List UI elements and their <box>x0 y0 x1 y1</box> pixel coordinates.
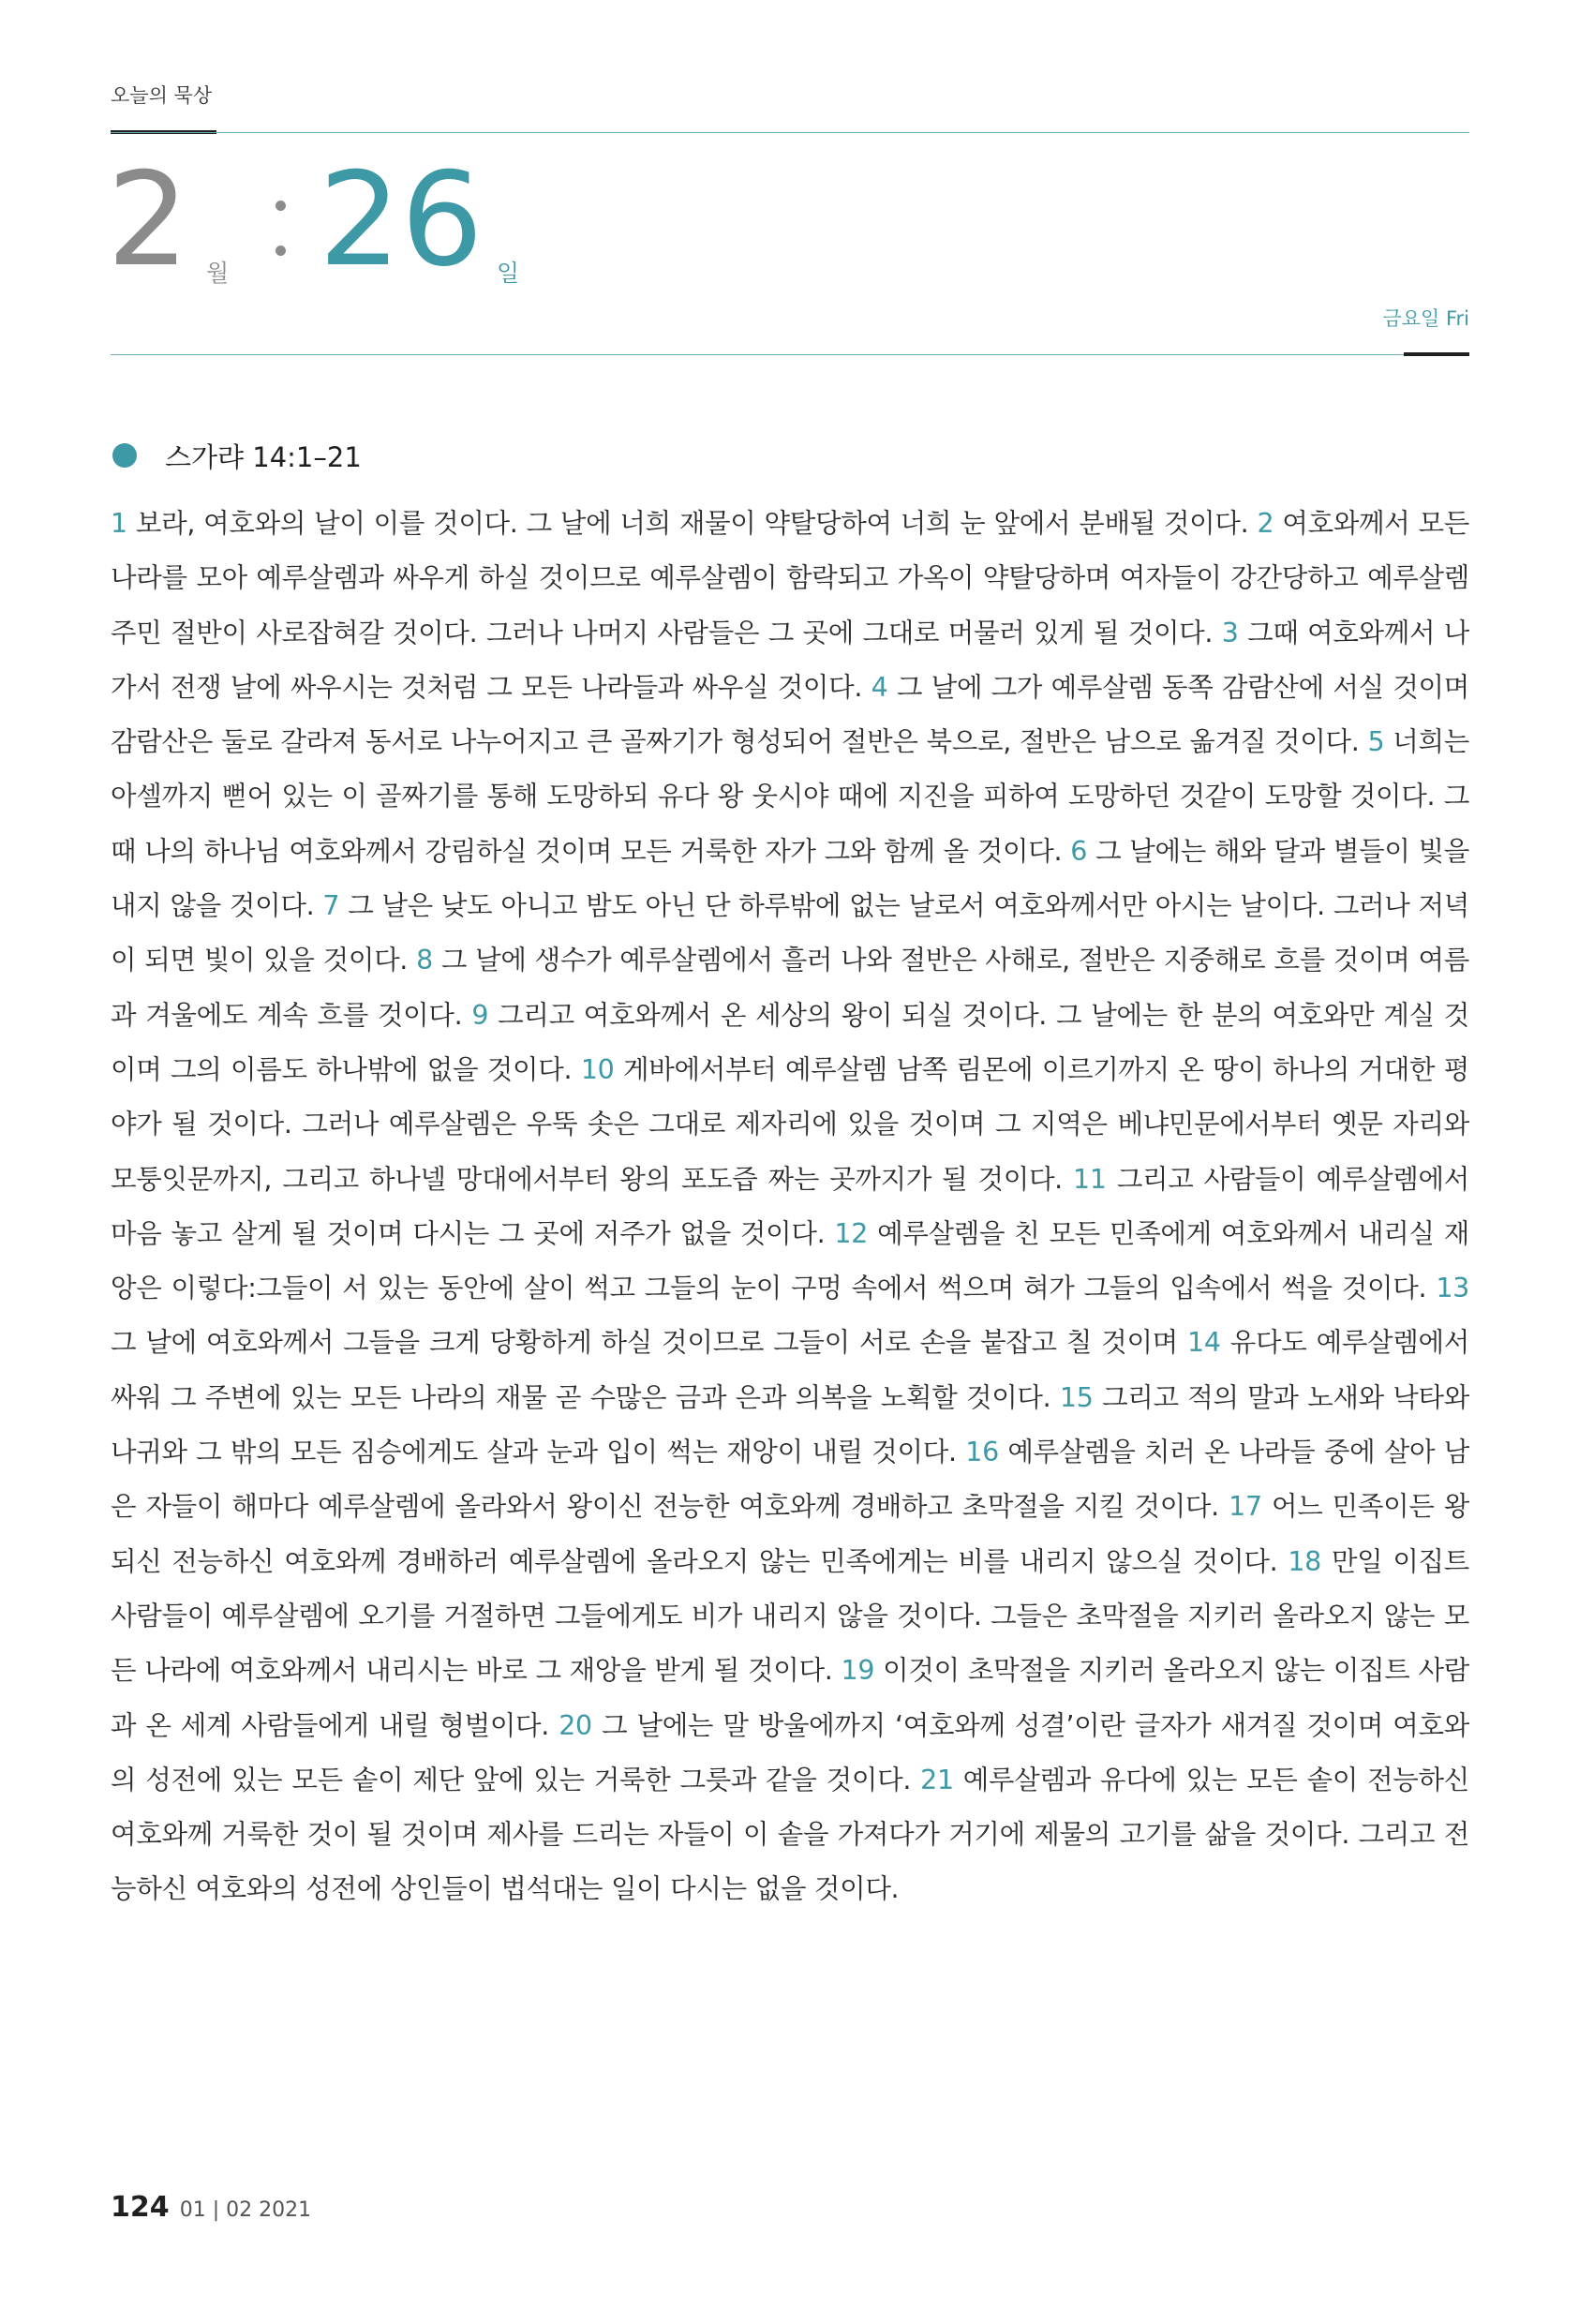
verse-text: 그 날에 여호와께서 그들을 크게 당황하게 하실 것이므로 그들이 서로 손을 붙잡고 칠 것이며 <box>111 1327 1178 1359</box>
verse-text: 그 날에는 말 방울에까지 ‘여호와께 성결’이란 글자가 새겨질 것이며 여호와의 성전에 있는 모든 솥이 제단 앞에 있는 거룩한 그릇과 같을 것이다. <box>111 1709 1469 1795</box>
verse-number: 15 <box>1059 1381 1094 1413</box>
bullet-dot-icon <box>112 443 137 468</box>
top-divider <box>111 132 1469 133</box>
verse-number: 19 <box>841 1655 875 1687</box>
verse-text: 유다도 예루살렘에서 싸워 그 주변에 있는 모든 나라의 재물 곧 수많은 금과 은과 의복을 노획할 것이다. <box>111 1327 1469 1413</box>
date-divider <box>111 354 1469 355</box>
verse-text: 그리고 여호와께서 온 세상의 왕이 되실 것이다. 그 날에는 한 분의 여호와만 계실 것이며 그의 이름도 하나밖에 없을 것이다. <box>111 999 1470 1085</box>
verse-text: 그 날에 그가 예루살렘 동쪽 감람산에 서실 것이며 감람산은 둘로 갈라져 동서로 나누어지고 큰 골짜기가 형성되어 절반은 북으로, 절반은 남으로 옮겨질 것이다. <box>111 671 1470 758</box>
verse-text: 보라, 여호와의 날이 이를 것이다. 그 날에 너희 재물이 약탈당하여 너희 눈 앞에서 분배될 것이다. <box>135 508 1249 539</box>
weekday-label: 금요일 Fri <box>1382 307 1469 330</box>
verse-number: 21 <box>920 1764 954 1795</box>
verse-number: 3 <box>1221 617 1239 648</box>
verse-number: 5 <box>1367 726 1385 758</box>
verse-number: 10 <box>580 1053 615 1085</box>
verse-number: 7 <box>322 890 340 922</box>
month-number: 2 <box>107 144 189 295</box>
verse-number: 18 <box>1288 1545 1321 1577</box>
verse-text: 너희는 아셀까지 뻗어 있는 이 골짜기를 통해 도망하되 유다 왕 웃시야 때에 지진을 피하여 도망하던 것같이 도망할 것이다. 그때 나의 하나님 여호와께서 강림하실 것이며 모든 거룩한 자가 그와 함께 올 것이다. <box>111 726 1469 867</box>
date-divider-accent <box>1404 352 1469 356</box>
verse-number: 20 <box>559 1709 592 1741</box>
verse-text: 그 날에 생수가 예루살렘에서 흘러 나와 절반은 사해로, 절반은 지중해로 흐를 것이며 여름과 겨울에도 계속 흐를 것이다. <box>111 945 1469 1031</box>
verse-number: 1 <box>111 508 127 539</box>
verse-number: 2 <box>1257 508 1274 539</box>
verse-text: 게바에서부터 예루살렘 남쪽 림몬에 이르기까지 온 땅이 하나의 거대한 평야가 될 것이다. 그러나 예루살렘은 우뚝 솟은 그대로 제자리에 있을 것이며 그 지역은 베냐민문에서부터 옛문 자리와 모퉁잇문까지, 그리고 하나넬 망대에서부터 왕의 포도즙 짜는 곳까지가 될 것이다. <box>111 1053 1469 1195</box>
colon-dot-top <box>276 201 286 211</box>
verse-text: 예루살렘을 친 모든 민족에게 여호와께서 내리실 재앙은 이렇다:그들이 서 있는 동안에 살이 썩고 그들의 눈이 구멍 속에서 썩으며 혀가 그들의 입속에서 썩을 것이다. <box>111 1217 1469 1304</box>
verse-number: 8 <box>416 945 433 976</box>
verse-text: 예루살렘과 유다에 있는 모든 솥이 전능하신 여호와께 거룩한 것이 될 것이며 제사를 드리는 자들이 이 솥을 가져다가 거기에 제물의 고기를 삶을 것이다. 그리고 전능하신 여호와의 성전에 상인들이 법석대는 일이 다시는 없을 것이다. <box>111 1764 1469 1905</box>
verse-number: 4 <box>871 671 888 703</box>
page-number: 124 <box>111 2191 170 2224</box>
verse-text: 그리고 사람들이 예루살렘에서 마음 놓고 살게 될 것이며 다시는 그 곳에 저주가 없을 것이다. <box>111 1163 1469 1249</box>
verse-number: 13 <box>1436 1273 1469 1304</box>
verse-number: 11 <box>1073 1163 1107 1195</box>
verse-number: 17 <box>1229 1491 1262 1523</box>
colon-dot-bottom <box>276 246 286 256</box>
verse-text: 그때 여호와께서 나가서 전쟁 날에 싸우시는 것처럼 그 모든 나라들과 싸우실 것이다. <box>111 617 1469 703</box>
day-unit: 일 <box>497 260 520 287</box>
verse-text: 그리고 적의 말과 노새와 낙타와 나귀와 그 밖의 모든 짐승에게도 살과 눈과 입이 썩는 재앙이 내릴 것이다. <box>111 1381 1469 1468</box>
verse-number: 6 <box>1070 835 1088 867</box>
verse-text: 어느 민족이든 왕되신 전능하신 여호와께 경배하러 예루살렘에 올라오지 않는 민족에게는 비를 내리지 않으실 것이다. <box>111 1491 1470 1577</box>
verse-text: 만일 이집트 사람들이 예루살렘에 오기를 거절하면 그들에게도 비가 내리지 않을 것이다. 그들은 초막절을 지키러 올라오지 않는 모든 나라에 여호와께서 내리시는 바로 그 재앙을 받게 될 것이다. <box>111 1545 1470 1687</box>
verse-text: 이것이 초막절을 지키러 올라오지 않는 이집트 사람과 온 세계 사람들에게 내릴 형벌이다. <box>111 1655 1469 1741</box>
scripture-text <box>111 497 1469 1917</box>
day-number: 26 <box>319 144 484 295</box>
verse-number: 14 <box>1187 1327 1221 1359</box>
issue-date: 01 | 02 2021 <box>179 2198 312 2222</box>
section-label: 오늘의 묵상 <box>111 84 213 107</box>
passage-reference: 스가랴 14:1–21 <box>165 441 362 473</box>
verse-text: 그 날은 낮도 아니고 밤도 아닌 단 하루밖에 없는 날로서 여호와께서만 아시는 날이다. 그러나 저녁이 되면 빛이 있을 것이다. <box>111 890 1469 976</box>
verse-number: 9 <box>471 999 489 1031</box>
page-footer <box>111 2191 311 2224</box>
verse-number: 16 <box>965 1437 999 1468</box>
verse-text: 예루살렘을 치러 온 나라들 중에 살아 남은 자들이 해마다 예루살렘에 올라와서 왕이신 전능한 여호와께 경배하고 초막절을 지킬 것이다. <box>111 1437 1469 1523</box>
verse-number: 12 <box>834 1217 869 1249</box>
month-unit: 월 <box>206 260 230 287</box>
verse-text: 그 날에는 해와 달과 별들이 빛을 내지 않을 것이다. <box>111 835 1470 922</box>
verse-text: 여호와께서 모든 나라를 모아 예루살렘과 싸우게 하실 것이므로 예루살렘이 함락되고 가옥이 약탈당하며 여자들이 강간당하고 예루살렘 주민 절반이 사로잡혀갈 것이다. 그러나 나머지 사람들은 그 곳에 그대로 머물러 있게 될 것이다. <box>111 508 1470 648</box>
